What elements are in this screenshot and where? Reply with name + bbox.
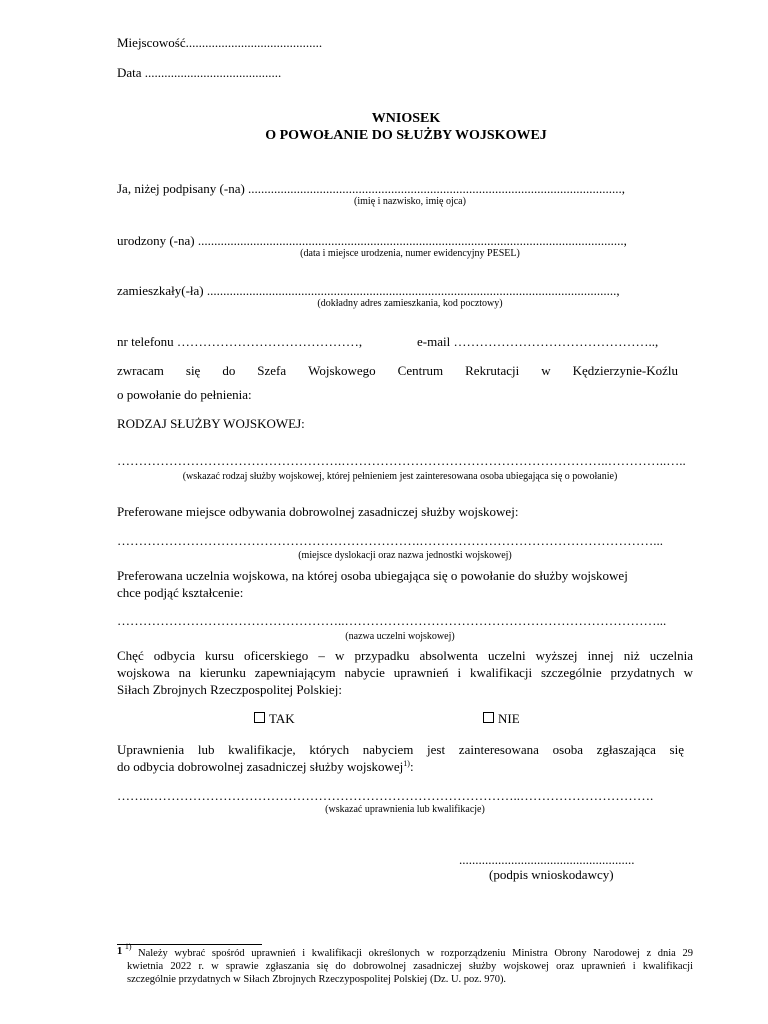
place-field[interactable]: Miejscowość..........................................: [117, 35, 323, 50]
request-word: zwracam: [117, 363, 164, 378]
document-title: WNIOSEK: [371, 111, 441, 126]
qualifications-line1: Uprawnienia lub kwalifikacje, których nabyciem jest zainteresowana osoba zgłaszająca się: [117, 742, 684, 757]
qualifications-line2-text: do odbycia dobrowolnej zasadniczej służby wojskowej: [117, 759, 404, 774]
service-type-field[interactable]: …………………………………………….……………………………………………………..…………..…..: [117, 453, 686, 468]
email-field[interactable]: e-mail ………………………………………..,: [417, 334, 659, 349]
university-label-line2: chce podjąć kształcenie:: [117, 585, 244, 600]
preferred-place-caption: (miejsce dyslokacji oraz nazwa jednostki wojskowej): [298, 550, 512, 561]
footnote-line2: kwietnia 2022 r. w sprawie zgłaszania się do dobrowolnej zasadniczej służby wojskowej oraz uprawnień i kwalifikacji: [127, 961, 693, 972]
footnote-sup: 1): [124, 942, 132, 951]
request-line-2: o powołanie do pełnienia:: [117, 387, 252, 402]
request-word: Kędzierzynie-Koźlu: [572, 363, 678, 378]
qualifications-line2-end: :: [409, 759, 414, 774]
phone-field[interactable]: nr telefonu ……………………………………,: [117, 334, 363, 349]
signature-field[interactable]: ......................................................: [459, 852, 635, 867]
officer-course-line3: Siłach Zbrojnych Rzeczpospolitej Polskiej:: [117, 682, 342, 697]
footnote-line1: Należy wybrać spośród uprawnień i kwalifikacji określonych w rozporządzeniu Ministra Obrony Narodowej z dnia 29: [138, 948, 693, 959]
footnote-separator: [117, 944, 262, 945]
address-field[interactable]: zamieszkały(-ła) ..............................................................................................................................,: [117, 283, 620, 298]
university-field[interactable]: ……………………………………………..………………………………………………………………...: [117, 613, 667, 628]
request-line: [117, 363, 678, 379]
officer-course-line2: wojskowa na kierunku zapewniającym nabycie uprawnień i kwalifikacji szczególnie przydatnych w: [117, 665, 693, 680]
name-caption: (imię i nazwisko, imię ojca): [354, 196, 466, 207]
qualifications-line2: [117, 759, 414, 775]
qualifications-field[interactable]: ……..…………………………………………………………………………..………………………….: [117, 788, 654, 803]
date-field[interactable]: Data ..........................................: [117, 65, 282, 80]
address-caption: (dokładny adres zamieszkania, kod pocztowy): [317, 298, 503, 309]
preferred-place-label: Preferowane miejsce odbywania dobrowolnej zasadniczej służby wojskowej:: [117, 504, 519, 519]
preferred-place-field[interactable]: …………………………………………………………….………………………………………………...: [117, 533, 663, 548]
service-type-caption: (wskazać rodzaj służby wojskowej, której pełnieniem jest zainteresowana osoba ubiegająca się o powołanie): [182, 471, 618, 482]
option-no[interactable]: [483, 711, 520, 727]
document-subtitle: O POWOŁANIE DO SŁUŻBY WOJSKOWEJ: [265, 128, 547, 143]
university-label-line1: Preferowana uczelnia wojskowa, na której osoba ubiegająca się o powołanie do służby wojskowej: [117, 568, 628, 583]
footnote-marker: [117, 942, 132, 959]
request-word: Rekrutacji: [465, 363, 520, 378]
service-type-label: RODZAJ SŁUŻBY WOJSKOWEJ:: [117, 416, 305, 431]
footnote-ref: 1): [403, 759, 410, 768]
footnote-line3: szczególnie przydatnych w Siłach Zbrojnych Rzeczypospolitej Polskiej (Dz. U. poz. 970).: [127, 974, 507, 985]
option-yes-label: TAK: [269, 711, 295, 726]
birth-field[interactable]: urodzony (-na) ...................................................................................................................................,: [117, 233, 627, 248]
option-yes[interactable]: [254, 711, 295, 727]
checkbox-no[interactable]: [483, 712, 494, 723]
request-word: Centrum: [397, 363, 444, 378]
qualifications-caption: (wskazać uprawnienia lub kwalifikacje): [325, 804, 485, 815]
officer-course-line1: Chęć odbycia kursu oficerskiego – w przypadku absolwenta uczelni wyższej innej niż uczelnia: [117, 648, 693, 663]
university-caption: (nazwa uczelni wojskowej): [345, 631, 455, 642]
request-word: Szefa: [257, 363, 287, 378]
request-word: się: [185, 363, 201, 378]
option-no-label: NIE: [498, 711, 520, 726]
request-word: w: [541, 363, 551, 378]
checkbox-yes[interactable]: [254, 712, 265, 723]
signature-label: (podpis wnioskodawcy): [489, 867, 614, 882]
birth-caption: (data i miejsce urodzenia, numer ewidencyjny PESEL): [300, 248, 520, 259]
request-word: Wojskowego: [308, 363, 376, 378]
footnote-number: 1: [117, 946, 123, 957]
request-word: do: [222, 363, 236, 378]
name-field[interactable]: Ja, niżej podpisany (-na) ...................................................................................................................,: [117, 181, 626, 196]
